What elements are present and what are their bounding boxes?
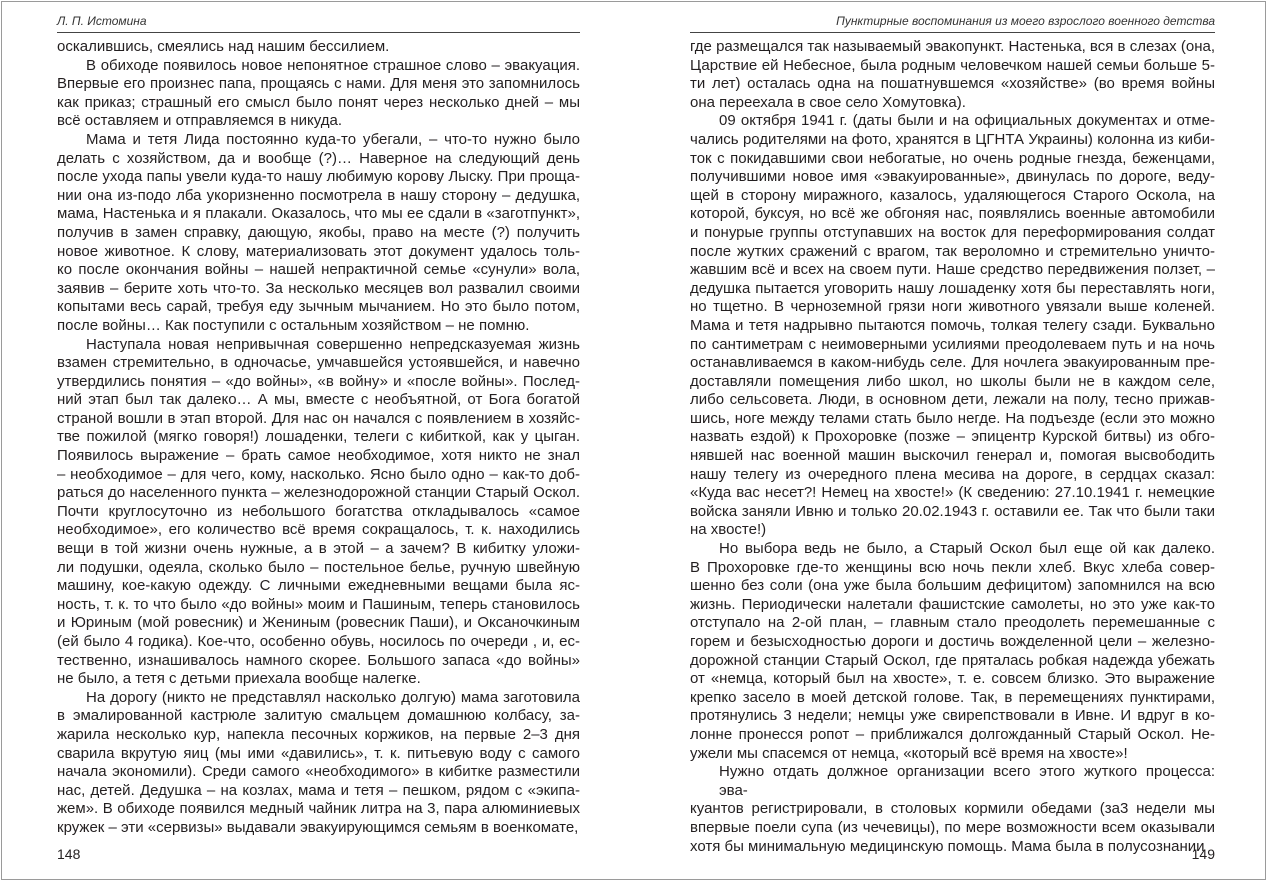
text-line: сварила вкрутую яиц (мы ими «давились», т. к. питьевую воду с самого <box>57 744 580 762</box>
text-line: ний этап был так далеко… А мы, вместе с необъятной, от Бога богатой <box>57 391 580 409</box>
text-line: хотя бы минимальную медицинскую помощь. Мама была в полусознании <box>690 837 1205 855</box>
text-line: которой, буксуя, но всё же обгоняя нас, появлялись военные автомобили <box>690 205 1215 223</box>
text-line: но тщетно. В черноземной грязи ноги животного увязали выше коленей. <box>690 298 1215 316</box>
text-line: назвать ездой) к Прохоровке (позже – эпицентр Курской битвы) из обго- <box>690 428 1215 446</box>
page-number: 149 <box>1191 846 1215 862</box>
text-line: страной вошли в этап второй. Для нас он начался с появлением в хозяйс- <box>57 409 580 427</box>
text-line: жизнь. Периодически налетали фашистские самолеты, но это уже как-то <box>690 595 1215 613</box>
text-line: войска заняли Ивню и только 20.02.1943 г. оставили ее. Так что были таки <box>690 502 1215 520</box>
text-line: Нужно отдать должное организации всего этого жуткого процесса: эва- <box>719 763 1215 799</box>
text-line: после жутких сражений с врагом, так вероломно и стремительно уничто- <box>690 242 1215 260</box>
text-line: Царствие ей Небесное, была родным человечком нашей семьи больше 5- <box>690 56 1215 74</box>
text-line: ток с покидавшими свои небогатые, но очень родные гнезда, беженцами, <box>690 149 1215 167</box>
paragraph <box>690 112 1215 540</box>
text-line: заявив – берите хоть что-то. За несколько месяцев вол развалил своими <box>57 279 580 297</box>
text-line: ко после окончания войны – нашей непрактичной семье «сунули» вола, <box>57 261 580 279</box>
text-line: и Юриным (мой ровесник) и Жениным (ровесник Паши), и Оксаночкиным <box>57 614 580 632</box>
text-line: – необходимое – для чего, кому, насколько. Ясно было одно – как-то доб- <box>57 465 580 483</box>
text-line: В обиходе появилось новое непонятное страшное слово – эвакуация. <box>86 56 580 74</box>
header-rule <box>57 32 580 33</box>
paragraph <box>57 131 580 336</box>
text-line: дорожной станции Старый Оскол, где пряталась робкая надежда убежать <box>690 651 1215 669</box>
text-line: ли подушки, одеяла, сколько было – постельное белье, ручную швейную <box>57 558 580 576</box>
text-line: Мама и тетя надрывно пытаются помочь, толкая телегу сзади. Буквально <box>690 316 1215 334</box>
text-line: 09 октября 1941 г. (даты были и на официальных документах и отме- <box>719 112 1215 130</box>
text-line: тве пожилой (мягко говоря!) лошаденки, телеги с кибиткой, как у цыган. <box>57 428 580 446</box>
text-line: Почти круглосуточно из небольшого богатства откладывалось «самое <box>57 502 580 520</box>
text-line: тественно, изнашивалось намного скорее. Большого запаса «до войны» <box>57 651 580 669</box>
text-line: шись, ноге между телами стать было негде. На подъезде (если это можно <box>690 409 1215 427</box>
left-page <box>57 0 580 881</box>
text-line: машину, кое-какую одежду. С личными ежедневными вещами была яс- <box>57 577 580 595</box>
text-line: Появилось выражение – брать самое необходимое, хотя никто не знал <box>57 447 580 465</box>
header-rule <box>690 32 1215 33</box>
paragraph <box>57 689 580 838</box>
text-line: дедушка пытается уговорить нашу лошаденку хотя бы переставлять ноги, <box>690 279 1215 297</box>
text-line: взамен стремительно, в одночасье, умчавшейся устоявшейся, и навечно <box>57 354 580 372</box>
text-line: где размещался так называемый эвакопункт. Настенька, вся в слезах (она, <box>690 38 1215 55</box>
text-line: и понурые группы отступавших на восток для переформирования солдат <box>690 223 1215 241</box>
text-line: лонне пронесся ропот – приближался долгожданный Старый Оскол. Не- <box>690 725 1215 743</box>
text-line: ность, т. к. то что было «до войны» моим и Пашиным, теперь становилось <box>57 595 580 613</box>
paragraph <box>690 38 1215 112</box>
right-page <box>690 0 1215 881</box>
text-line: утвердились понятия – «до войны», «в войну» и «после войны». Послед- <box>57 372 580 390</box>
text-line: куантов регистрировали, в столовых кормили обедами (за3 недели мы <box>690 800 1215 818</box>
text-line: ти лет) осталась одна на пошатнувшемся «хозяйстве» (во время войны <box>690 75 1215 93</box>
text-line: делать с хозяйством, да и вообще (?)… Наверное на следующий день <box>57 149 580 167</box>
paragraph <box>690 540 1215 763</box>
text-line: вещи в той жизни очень нужные, а в этой – а зачем? В кибитку уложи- <box>57 540 580 558</box>
text-line: она переехала в свое село Хомутовка). <box>690 93 966 111</box>
text-line: останавливаемся в каком-нибудь селе. Для ночлега эвакуированным пре- <box>690 354 1215 372</box>
text-line: ужели мы спасемся от немца, «который всё время на хвосте»! <box>690 744 1128 762</box>
text-line: Наступала новая непривычная совершенно непредсказуемая жизнь <box>86 335 580 353</box>
text-line: На дорогу (никто не представлял насколько долгую) мама заготовила <box>86 688 580 706</box>
text-line: после ухода папы увели куда-то нашу любимую корову Лыску. При проща- <box>57 168 580 186</box>
text-line: щей в сторону миражного, казалось, удаляющегося Старого Оскола, на <box>690 186 1215 204</box>
text-line: либо сельсовета. Люди, в основном дети, лежали на полу, тесно прижав- <box>690 391 1215 409</box>
text-line: Мама и тетя Лида постоянно куда-то убегали, – что-то нужно было <box>86 130 580 148</box>
text-line: нас, детей. Дедушка – на козлах, мама и тетя – пешком, рядом с «экипа- <box>57 781 580 799</box>
paragraph <box>57 38 580 57</box>
text-line: нявшей нас военной машин выскочил генерал и, помогая высвободить <box>690 447 1215 465</box>
text-line: (ей было 4 годика). Кое-что, особенно обувь, носилось по очереди , и, ес- <box>57 633 580 650</box>
paragraph <box>57 57 580 131</box>
text-line: как приказ; страшный его смысл было понят через несколько дней – мы <box>57 93 580 111</box>
text-line: Но выбора ведь не было, а Старый Оскол был еще ой как далеко. <box>719 540 1215 558</box>
text-line: раться до населенного пункта – железнодорожной станции Старый Оскол. <box>57 484 580 502</box>
text-line: доставляли помещения либо школ, но школы были не в каждом селе, <box>690 372 1215 390</box>
text-line: горем и безысходностью дороги и достичь вожделенной цели – железно- <box>690 633 1215 650</box>
page-number: 148 <box>57 846 81 862</box>
text-line: Впервые его произнес папа, прощаясь с нами. Для меня это запомнилось <box>57 75 580 93</box>
text-line: нашу телегу из очередного плена месива на дороге, в сердцах сказал: <box>690 465 1215 483</box>
page-body <box>57 38 580 838</box>
text-line: получив в замен справку, дающую, якобы, право на месте (?) получить <box>57 223 580 241</box>
text-line: протянулись 3 недели; немцы уже свирепствовали в Ивне. И вдруг в ко- <box>690 707 1215 725</box>
text-line: оскалившись, смеялись над нашим бессилием. <box>57 38 390 55</box>
page-body <box>690 38 1215 856</box>
text-line: от «немца, который был на хвосте», т. е. совсем близко. Это выражение <box>690 670 1215 688</box>
text-line: нии она из-подо лба укоризненно посмотрела в нашу сторону – дедушка, <box>57 186 580 204</box>
text-line: копытами весь сарай, требуя еду зычным мычанием. Но это было потом, <box>57 298 580 316</box>
text-line: отступало на 2-ой план, – главным стало преодолеть перемешанные с <box>690 614 1215 632</box>
text-line: по сантиметрам с неимоверными усилиями преодолеваем путь и на ночь <box>690 335 1215 353</box>
text-line: В Прохоровке где-то женщины всю ночь пекли хлеб. Вкус хлеба совер- <box>690 558 1215 576</box>
text-line: крепко засело в моей детской голове. Так, в перемещениях пунктирами, <box>690 688 1215 706</box>
text-line: жавшим всё и всех на своем пути. Наше средство передвижения ползет, – <box>690 261 1215 279</box>
text-line: необходимое», его количество всё время сокращалось, т. к. находились <box>57 521 580 539</box>
text-line: жем». В обиходе появился медный чайник литра на 3, пара алюминиевых <box>57 800 580 818</box>
text-line: на хвосте!) <box>690 521 767 539</box>
text-line: не было, а тетя с детьми приехала вообще налегке. <box>57 670 421 688</box>
text-line: после войны… Как поступили с остальным хозяйством – не помню. <box>57 316 530 334</box>
text-line: начала экономили). Среди самого «необходимого» в кибитке разместили <box>57 763 580 781</box>
running-header-title: Пунктирные воспоминания из моего взрослого военного детства <box>836 14 1215 28</box>
text-line: в эмалированной кастрюле залитую смальцем домашнюю колбасу, за- <box>57 707 580 725</box>
text-line: кружек – эти «сервизы» выдавали эвакуирующимся семьям в военкомате, <box>57 818 579 836</box>
paragraph <box>57 336 580 689</box>
paragraph <box>690 763 1215 856</box>
text-line: впервые поели супа (из чечевицы), по мере возможности всем оказывали <box>690 818 1215 836</box>
text-line: получившими новое имя «эвакуированные», двинулась по дороге, веду- <box>690 168 1215 186</box>
text-line: шенно без соли (она уже была большим дефицитом) запомнился на всю <box>690 577 1215 595</box>
text-line: мама, Настенька и я плакали. Оказалось, что мы ее сдали в «заготпункт», <box>57 205 580 223</box>
text-line: «Куда вас несет?! Немец на хвосте!» (К сведению: 27.10.1941 г. немецкие <box>690 484 1215 502</box>
running-header-author: Л. П. Истомина <box>57 14 147 28</box>
text-line: новое животное. К слову, материализовать этот документ удалось толь- <box>57 242 580 260</box>
text-line: чались родителями на фото, хранятся в ЦГНТА Украины) колонна из киби- <box>690 130 1215 148</box>
text-line: всё оставляем и отправляемся в никуда. <box>57 112 342 130</box>
text-line: жарила несколько кур, напекла песочных коржиков, на первые 2–3 дня <box>57 725 580 743</box>
